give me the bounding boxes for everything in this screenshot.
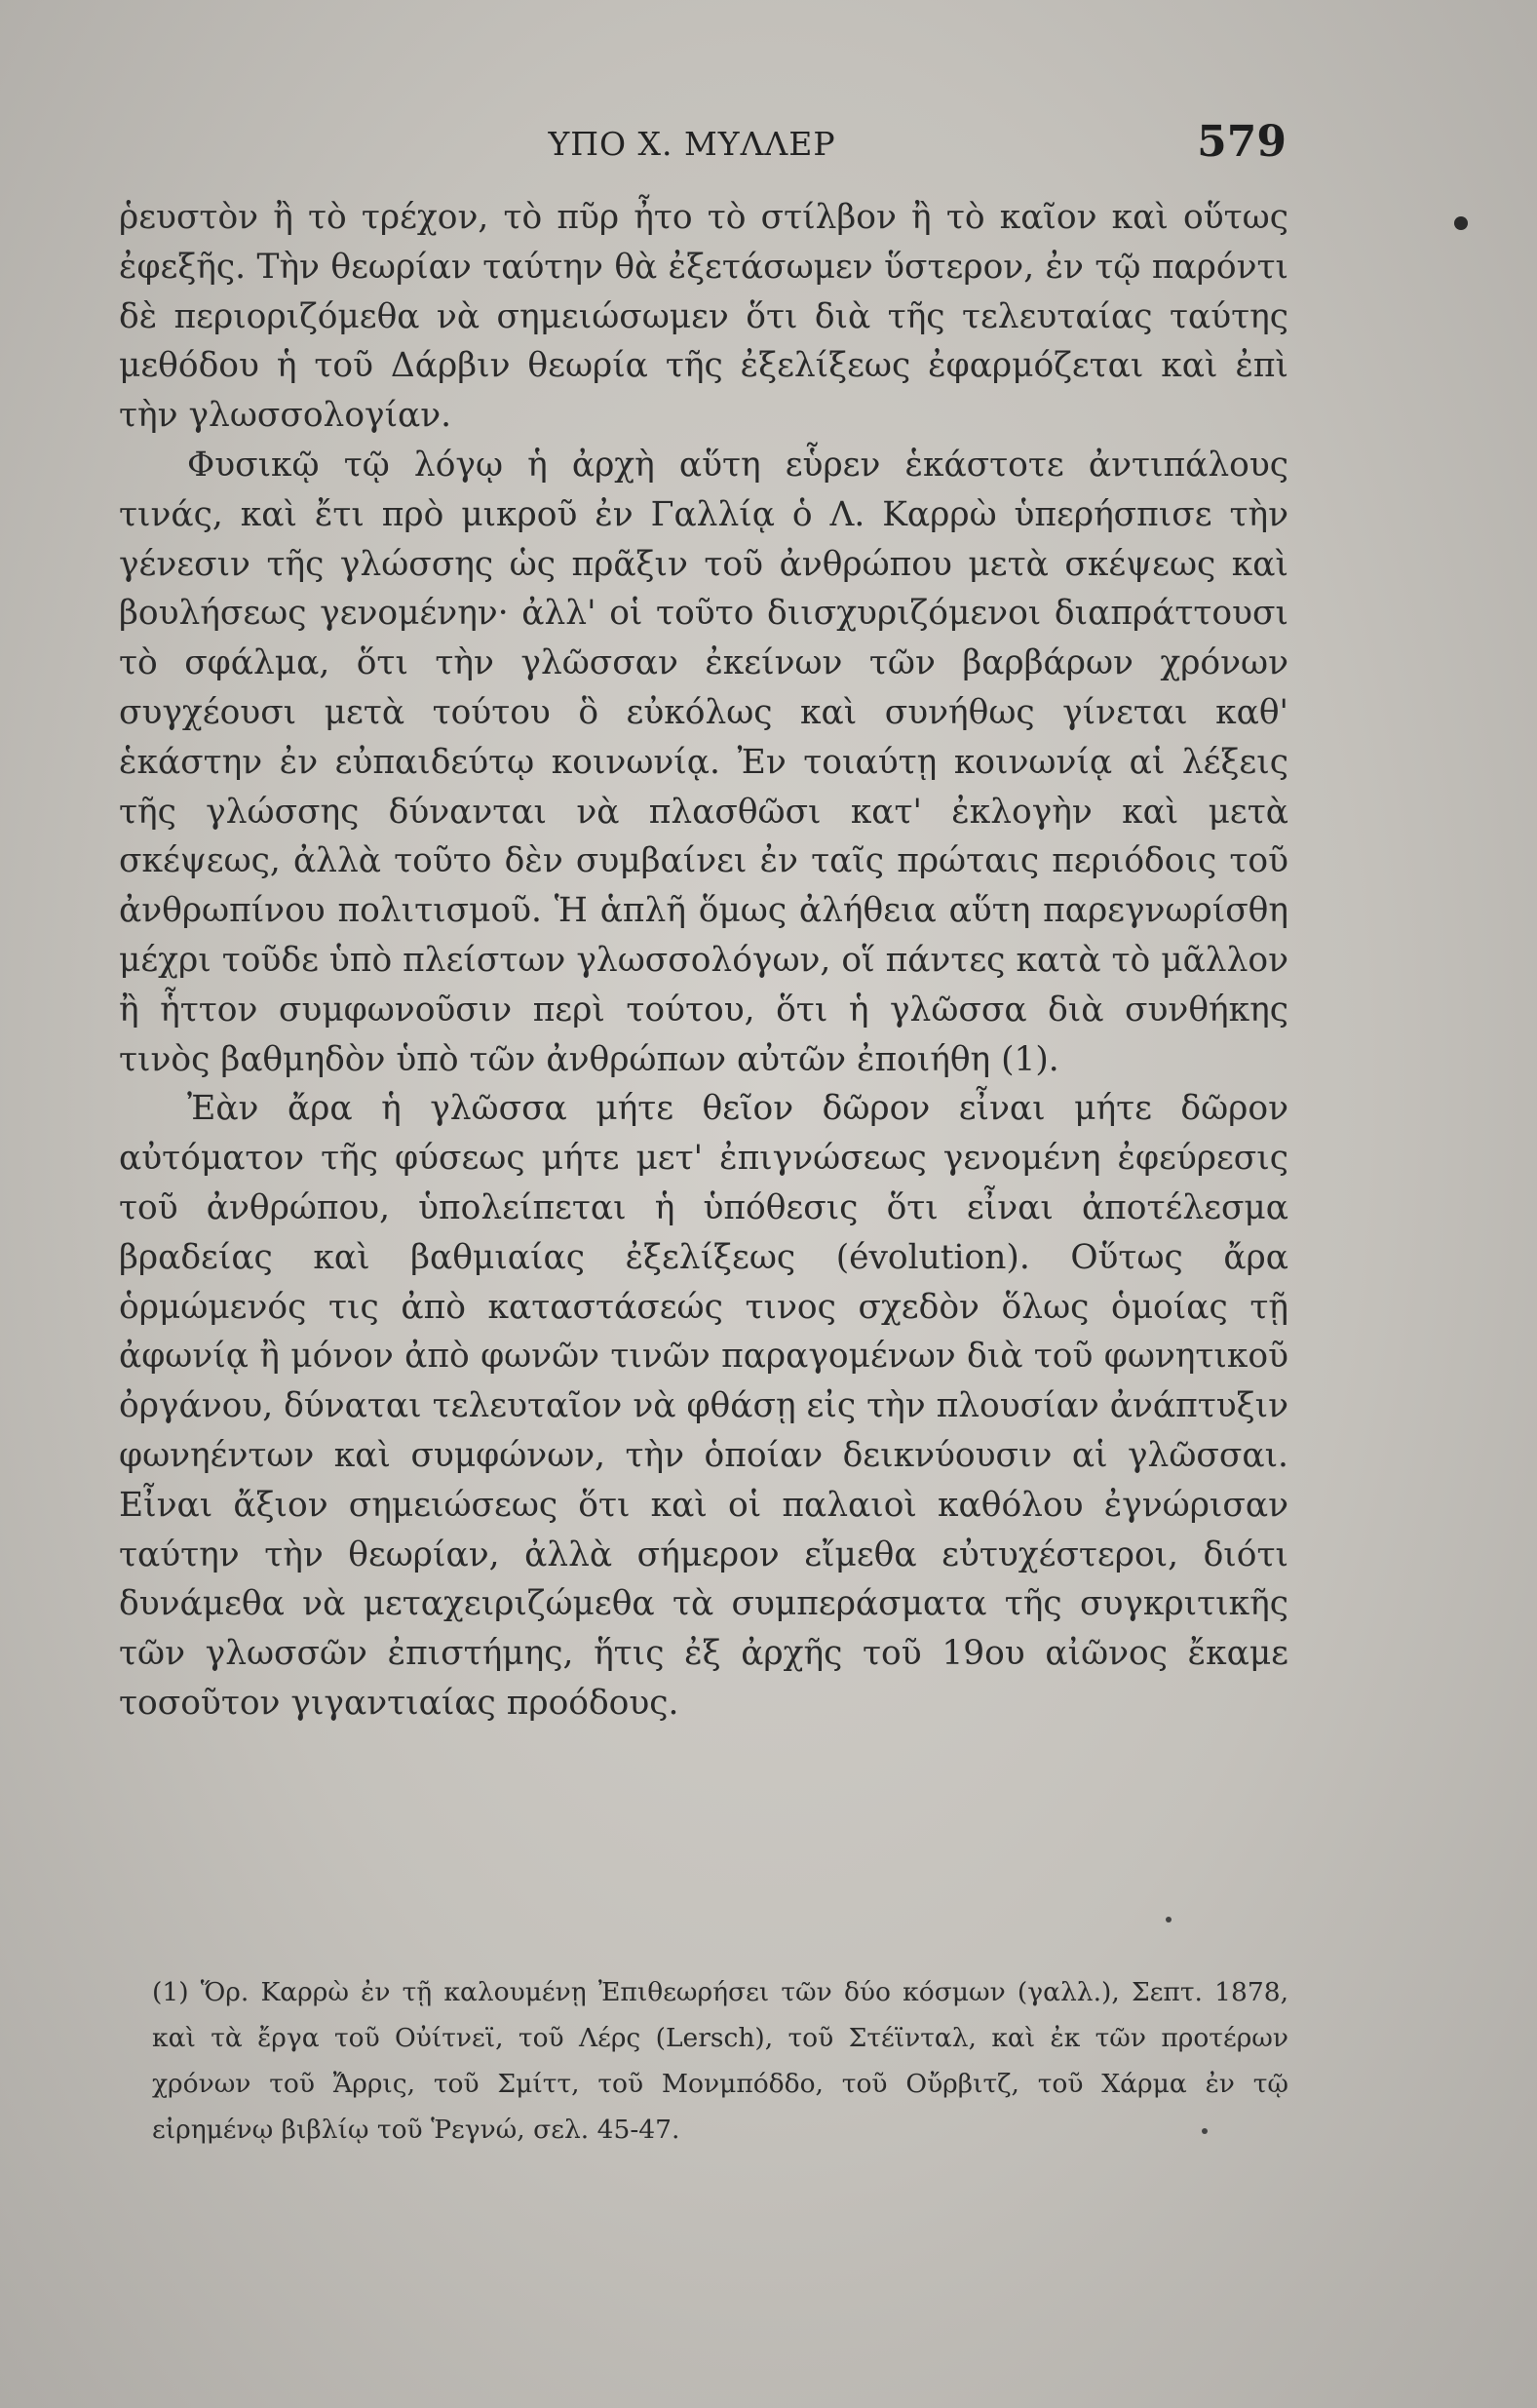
paragraph-3: Ἐὰν ἄρα ἡ γλῶσσα μήτε θεῖον δῶρον εἶναι μήτε δῶρον αὐτόματον τῆς φύσεως μήτε μετ' ἐπιγνώσεως γενομένη ἐφεύρεσις τοῦ ἀνθρώπου, ὑπολείπεται ἡ ὑπόθεσις ὅτι εἶναι ἀποτέλεσμα βραδείας καὶ βαθμιαίας ἐξελίξεως (évolution). Οὕτως ἄρα ὁρμώμενός τις ἀπὸ καταστάσεώς τινος σχεδὸν ὅλως ὁμοίας τῇ ἀφωνίᾳ ἢ μόνον ἀπὸ φωνῶν τινῶν παραγομένων διὰ τοῦ φωνητικοῦ ὀργάνου, δύναται τελευταῖον νὰ φθάσῃ εἰς τὴν πλουσίαν ἀνάπτυξιν φωνηέντων καὶ συμφώνων, τὴν ὁποίαν δεικνύουσιν αἱ γλῶσσαι. Εἶναι ἄξιον σημειώσεως ὅτι καὶ οἱ παλαιοὶ καθόλου ἐγνώρισαν ταύτην τὴν θεωρίαν, ἀλλὰ σήμερον εἴμεθα εὐτυχέστεροι, διότι δυνάμεθα νὰ μεταχειριζώμεθα τὰ συμπεράσματα τῆς συγκριτικῆς τῶν γλωσσῶν ἐπιστήμης, ἥτις ἐξ ἀρχῆς τοῦ 19ου αἰῶνος ἔκαμε τοσοῦτον γιγαντιαίας προόδους. xyxy=(119,1089,1288,1723)
footnote-separator xyxy=(123,1930,1288,1950)
paragraph-1: ῥευστὸν ἢ τὸ τρέχον, τὸ πῦρ ἦτο τὸ στίλβον ἢ τὸ καῖον καὶ οὕτως ἐφεξῆς. Τὴν θεωρίαν ταύτην θὰ ἐξετάσωμεν ὕστερον, ἐν τῷ παρόντι δὲ περιοριζόμεθα νὰ σημειώσωμεν ὅτι διὰ τῆς τελευταίας ταύτης μεθόδου ἡ τοῦ Δάρβιν θεωρία τῆς ἐξελίξεως ἐφαρμόζεται καὶ ἐπὶ τὴν γλωσσολογίαν. xyxy=(119,198,1288,436)
page-number: 579 xyxy=(1197,117,1287,167)
running-head: ΥΠΟ Χ. ΜΥΛΛΕΡ xyxy=(548,125,836,163)
ink-speck xyxy=(1166,1917,1172,1923)
page-header xyxy=(97,117,1287,175)
paragraph-2: Φυσικῷ τῷ λόγῳ ἡ ἀρχὴ αὕτη εὗρεν ἑκάστοτε ἀντιπάλους τινάς, καὶ ἔτι πρὸ μικροῦ ἐν Γαλλίᾳ ὁ Λ. Καρρὼ ὑπερήσπισε τὴν γένεσιν τῆς γλώσσης ὡς πρᾶξιν τοῦ ἀνθρώπου μετὰ σκέψεως καὶ βουλήσεως γενομένην· ἀλλ' οἱ τοῦτο διισχυριζόμενοι διαπράττουσι τὸ σφάλμα, ὅτι τὴν γλῶσσαν ἐκείνων τῶν βαρβάρων χρόνων συγχέουσι μετὰ τούτου ὃ εὐκόλως καὶ συνήθως γίνεται καθ' ἑκάστην ἐν εὐπαιδεύτῳ κοινωνίᾳ. Ἐν τοιαύτῃ κοινωνίᾳ αἱ λέξεις τῆς γλώσσης δύνανται νὰ πλασθῶσι κατ' ἐκλογὴν καὶ μετὰ σκέψεως, ἀλλὰ τοῦτο δὲν συμβαίνει ἐν ταῖς πρώταις περιόδοις τοῦ ἀνθρωπίνου πολιτισμοῦ. Ἡ ἁπλῆ ὅμως ἀλήθεια αὕτη παρεγνωρίσθη μέχρι τοῦδε ὑπὸ πλείστων γλωσσολόγων, οἵ πάντες κατὰ τὸ μᾶλλον ἢ ἧττον συμφωνοῦσιν περὶ τούτου, ὅτι ἡ γλῶσσα διὰ συνθήκης τινὸς βαθμηδὸν ὑπὸ τῶν ἀνθρώπων αὐτῶν ἐποιήθη (1). xyxy=(119,445,1288,1079)
body-text xyxy=(119,193,1288,1728)
footnote: (1) Ὅρ. Καρρὼ ἐν τῇ καλουμένῃ Ἐπιθεωρήσει τῶν δύο κόσμων (γαλλ.), Σεπτ. 1878, καὶ τὰ ἔργα τοῦ Οὐίτνεϊ, τοῦ Λέρς (Lersch), τοῦ Στέϊνταλ, καὶ ἐκ τῶν προτέρων χρόνων τοῦ Ἄρρις, τοῦ Σμίττ, τοῦ Μονμπόδδο, τοῦ Οὔρβιτζ, τοῦ Χάρμα ἐν τῷ εἰρημένῳ βιβλίῳ τοῦ Ῥεγνώ, σελ. 45-47. xyxy=(152,1977,1288,2145)
ink-mark xyxy=(1454,216,1468,230)
